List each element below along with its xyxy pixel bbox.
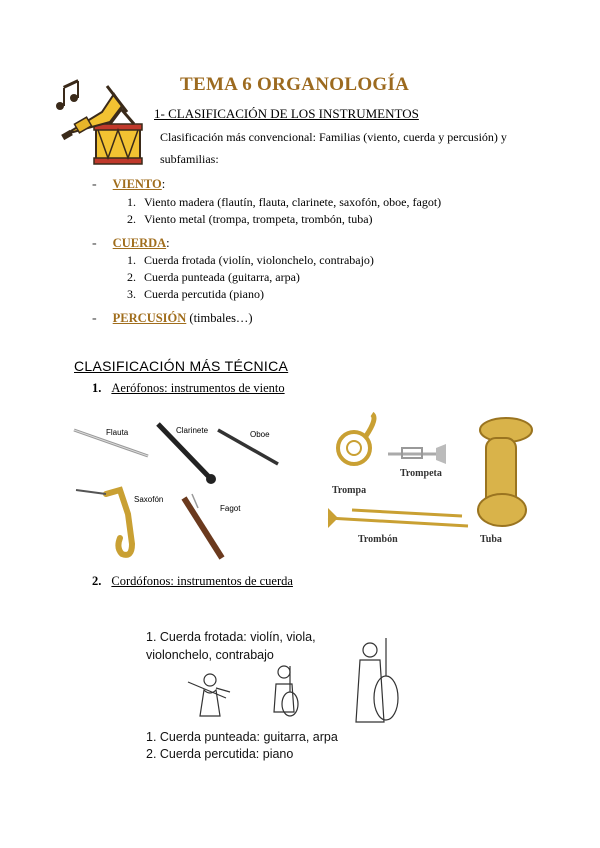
cuerda-list	[127, 252, 374, 303]
saxophone-icon	[76, 490, 132, 555]
list-item: 2. Cuerda punteada (guitarra, arpa)	[127, 270, 300, 284]
family-viento: - VIENTO:	[92, 177, 166, 192]
list-item: 1. Viento madera (flautín, flauta, clarinete, saxofón, oboe, fagot)	[127, 195, 442, 209]
page-title: TEMA 6 ORGANOLOGÍA	[180, 74, 410, 95]
fagot-label: Fagot	[220, 504, 241, 513]
aerofonos-heading: 1. Aerófonos: instrumentos de viento	[92, 381, 285, 395]
list-item: 2. Viento metal (trompa, trompeta, trombón, tuba)	[127, 212, 373, 226]
list-item: 3. Cuerda percutida (piano)	[127, 287, 264, 301]
family-cuerda: - CUERDA:	[92, 236, 170, 251]
flauta-label: Flauta	[106, 428, 129, 437]
section-subtitle: 1- CLASIFICACIÓN DE LOS INSTRUMENTOS	[154, 106, 419, 121]
french-horn-icon	[338, 414, 374, 464]
brass-images	[322, 412, 542, 552]
music-logo-icon	[52, 76, 150, 168]
tuba-icon	[478, 418, 532, 526]
family-percusion: - PERCUSIÓN (timbales…)	[92, 311, 253, 326]
violinist-icon	[188, 674, 230, 716]
saxofon-label: Saxofón	[134, 495, 164, 504]
oboe-label: Oboe	[250, 430, 270, 439]
dash: -	[92, 236, 97, 251]
list-item: 1. Cuerda frotada (violín, violonchelo, contrabajo)	[127, 253, 374, 267]
cordofonos-heading: 2. Cordófonos: instrumentos de cuerda	[92, 574, 293, 588]
intro-text: Clasificación más convencional: Familias (viento, cuerda y percusión) y subfamilias:	[160, 130, 507, 166]
dash: -	[92, 177, 97, 192]
tuba-label: Tuba	[480, 534, 502, 545]
woodwind-images	[70, 418, 285, 568]
trombon-label: Trombón	[358, 534, 398, 545]
family-label: CUERDA	[112, 236, 167, 250]
double-bassist-icon	[356, 638, 398, 722]
viento-list	[127, 194, 441, 228]
technical-title: CLASIFICACIÓN MÁS TÉCNICA	[74, 358, 289, 374]
family-label: VIENTO	[112, 177, 162, 191]
cuerda-punteada-text: 1. Cuerda punteada: guitarra, arpa	[146, 730, 338, 744]
cellist-icon	[274, 666, 298, 716]
cuerda-percutida-text: 2. Cuerda percutida: piano	[146, 747, 294, 761]
dash: -	[92, 311, 97, 326]
clarinete-label: Clarinete	[176, 426, 209, 435]
bassoon-icon	[184, 494, 222, 558]
trombone-icon	[328, 508, 468, 528]
cuerda-frotada-text: 1. Cuerda frotada: violín, viola, violonchelo, contrabajo	[146, 630, 316, 662]
family-label: PERCUSIÓN	[112, 311, 187, 325]
trompeta-label: Trompeta	[400, 468, 442, 479]
trumpet-icon	[388, 444, 446, 464]
string-images	[180, 632, 420, 732]
trompa-label: Trompa	[332, 485, 367, 496]
